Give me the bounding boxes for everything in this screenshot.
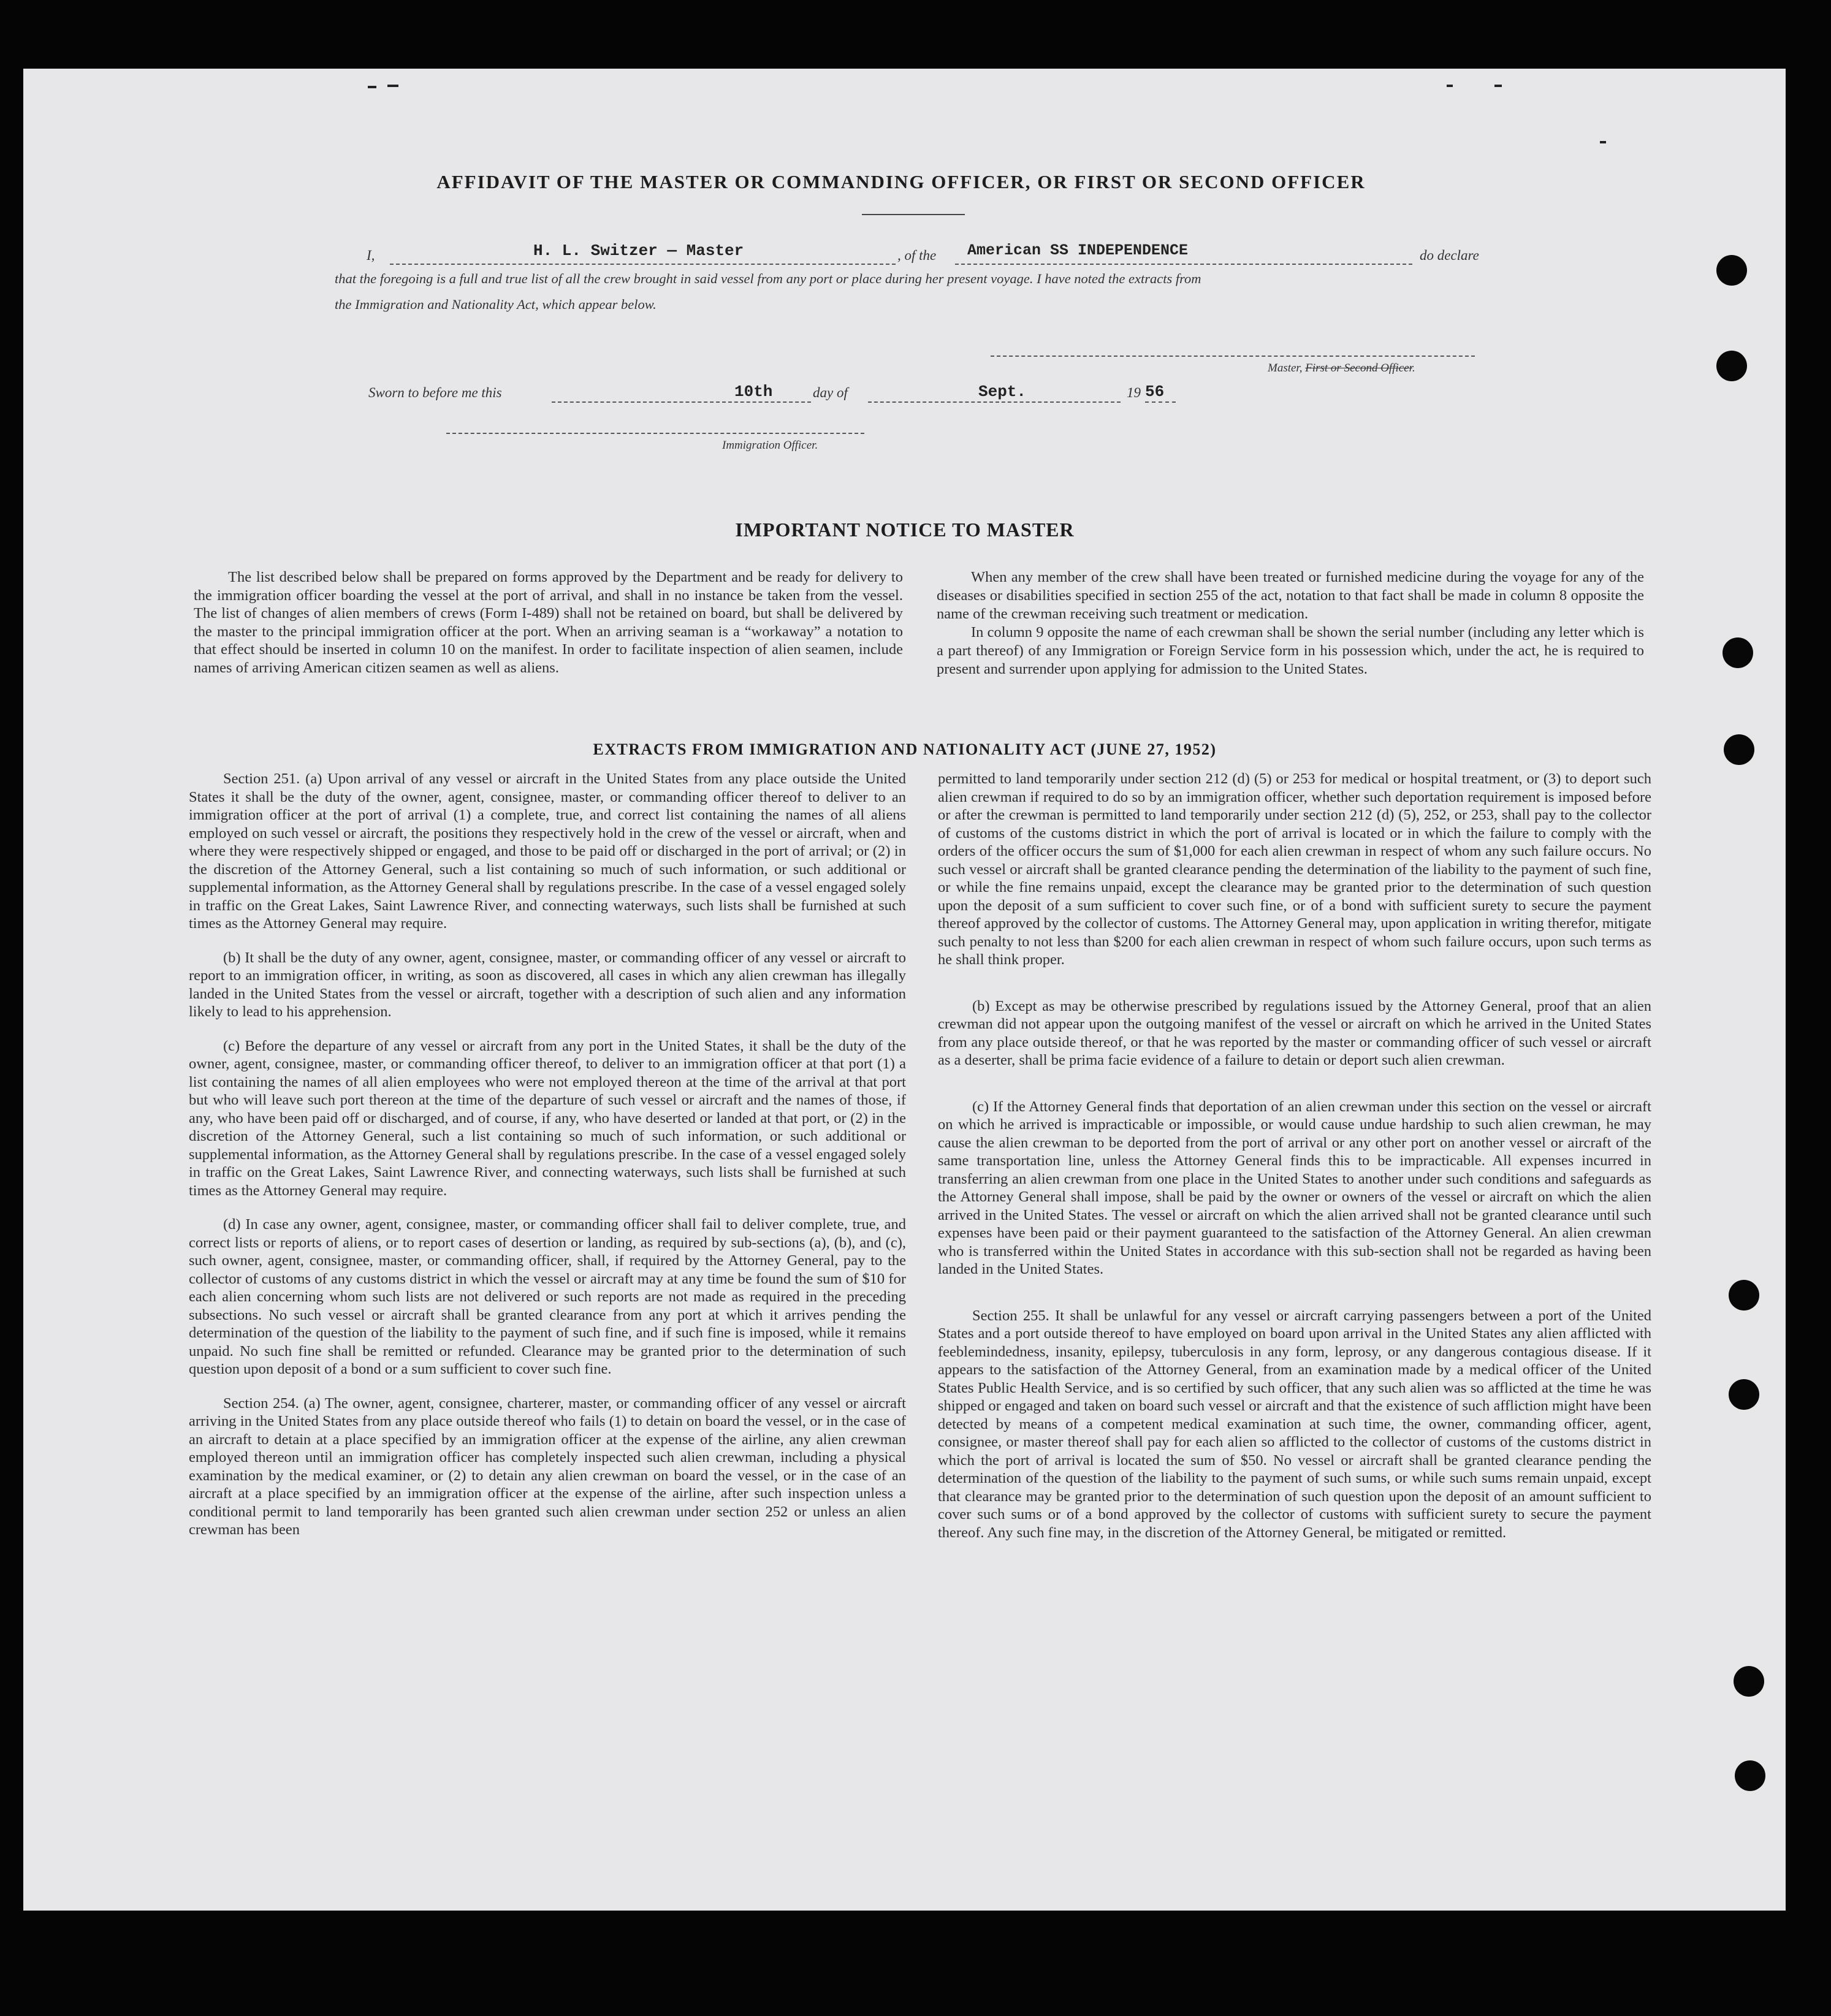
day-line bbox=[552, 401, 811, 403]
officer-label: Immigration Officer. bbox=[722, 439, 818, 452]
notice-left-column bbox=[194, 568, 903, 677]
binder-hole bbox=[1729, 1379, 1759, 1410]
name-line bbox=[390, 264, 896, 265]
document-page bbox=[23, 69, 1786, 1911]
scan-speck bbox=[1600, 141, 1606, 143]
notice-right-paragraph-2: In column 9 opposite the name of each crewman shall be shown the serial number (including any letter which is a part thereof) of any Immigration or Foreign Service form in his possession which, under the act, he is required to present and surrender upon applying for admission to the United States. bbox=[937, 624, 1644, 677]
section-254-b: (b) Except as may be otherwise prescribed by regulations issued by the Attorney General, proof that an alien crewman did not appear upon the outgoing manifest of the vessel or aircraft on which he arrived in the United States from any place outside thereof, or that he was reported by the master or commanding officer of such vessel or aircraft as a deserter, shall be prima facie evidence of a failure to detain or deport such alien crewman. bbox=[938, 997, 1651, 1068]
year-line bbox=[1145, 401, 1176, 403]
binder-hole bbox=[1724, 734, 1754, 765]
of-the-label: , of the bbox=[897, 248, 937, 263]
section-254-a-continued: permitted to land temporarily under section 212 (d) (5) or 253 for medical or hospital treatment, or (3) to deport such alien crewman if required to do so by an immigration officer, whether such deportation requirement is imposed before or after the crewman is permitted to land temporarily under section 212 (d) (5), 252, or 253, shall pay to the collector of customs of the customs district in which the port of arrival is located or in which the failure to comply with the orders of the officer occurs the sum of $1,000 for each alien crewman in respect of whom any such failure occurs. No such vessel or aircraft shall be granted clearance pending the determination of the liability to the payment of such fine, or while the fine remains unpaid, except the clearance may be granted prior to the determination of such question upon the deposit of a sum sufficient to cover such fine, or of a bond with sufficient surety to secure the payment thereof approved by the collector of customs. The Attorney General may, upon application in writing therefor, mitigate such penalty to not less than $200 for each alien crewman in respect of whom such failure occurs, upon such terms as he shall think proper. bbox=[938, 770, 1651, 968]
sworn-label: Sworn to before me this bbox=[368, 385, 502, 400]
binder-hole bbox=[1716, 351, 1747, 381]
master-name-field: H. L. Switzer — Master bbox=[533, 242, 744, 260]
section-251-d: (d) In case any owner, agent, consignee, master, or commanding officer shall fail to deliver complete, true, and correct lists or reports of aliens, or to report cases of desertion or landing, as required by sub-sections (a), (b), and (c), such owner, agent, consignee, master, or commanding officer, shall, if required by the Attorney General, pay to the collector of customs of any customs district in which the vessel or aircraft may at any time be found the sum of $10 for each alien concerning whom such lists are not delivered or such reports are not made as required in the preceding subsections. No such vessel or aircraft shall be granted clearance from any port at which it arrives pending the determination of the question of the liability to the payment of such fine, and if such fine is imposed, while it remains unpaid. No such fine shall be remitted or refunded. Clearance may be granted prior to the determination of such question upon deposit of a bond or a sum sufficient to cover such fine. bbox=[189, 1216, 906, 1377]
month-field: Sept. bbox=[978, 382, 1027, 401]
vessel-line bbox=[955, 264, 1412, 265]
scan-speck bbox=[1494, 85, 1502, 87]
section-251-c: (c) Before the departure of any vessel or aircraft from any port in the United States, it shall be the duty of the owner, agent, consignee, master, or commanding officer thereof, to deliver to an immigration officer at that port (1) a list containing the names of all alien employees who were not employed thereon at the time of the arrival at that port but who will leave such port thereon at the time of the departure of such vessel or aircraft and the names of those, if any, who have been paid off or discharged, and of course, if any, who have deserted or landed at that port, or (2) in the discretion of the Attorney General, such a list containing so much of such information, or such additional or supplemental information, as the Attorney General shall by regulations prescribe. In the case of a vessel engaged solely in traffic on the Great Lakes, Saint Lawrence River, and connecting waterways, such lists shall be furnished at such times as the Attorney General may require. bbox=[189, 1037, 906, 1199]
section-251-b: (b) It shall be the duty of any owner, agent, consignee, master, or commanding officer of any vessel or aircraft to report to an immigration officer, in writing, as soon as discovered, all cases in which any alien crewman has illegally landed in the United States from the vessel or aircraft, together with a description of such alien and any information likely to lead to his apprehension. bbox=[189, 949, 906, 1020]
signature-line bbox=[991, 356, 1475, 357]
officer-signature-line bbox=[446, 433, 864, 434]
title-rule bbox=[862, 214, 965, 215]
day-of-label: day of bbox=[813, 385, 848, 400]
affidavit-line-2: that the foregoing is a full and true list of all the crew brought in said vessel from any port or place during her present voyage. I have noted the extracts from bbox=[335, 271, 1201, 286]
section-254-c: (c) If the Attorney General finds that deportation of an alien crewman under this section on the vessel or aircraft on which he arrived is impracticable or impossible, or would cause undue hardship to such alien crewman, he may cause the alien crewman to be deported from the port of arrival or any other port on another vessel or aircraft of the same transportation line, unless the Attorney General finds this to be impracticable. All expenses incurred in transferring an alien crewman from one place in the United States to another under such conditions and safeguards as the Attorney General shall impose, shall be paid by the owner or owners of the vessel or aircraft on which the alien arrived in the United States. The vessel or aircraft on which the alien arrived shall not be granted clearance until such expenses have been paid or their payment guaranteed to the satisfaction of the Attorney General. An alien crewman who is transferred within the United States in accordance with this sub-section shall not be regarded as having been landed in the United States. bbox=[938, 1098, 1651, 1277]
do-declare-label: do declare bbox=[1420, 248, 1479, 263]
section-255: Section 255. It shall be unlawful for any vessel or aircraft carrying passengers between a port of the United States and a port outside thereof to have employed on board upon arrival in the United States any alien afflicted with feeblemindedness, insanity, epilepsy, tuberculosis in any form, leprosy, or any dangerous contagious disease. If it appears to the satisfaction of the Attorney General, from an examination made by a medical officer of the United States Public Health Service, and is so certified by such officer, that any such alien was so afflicted at the time he was shipped or engaged and taken on board such vessel or aircraft and that the existence of such affliction might have been detected by means of a competent medical examination at such time, the owner, commanding officer, agent, consignee, or master thereof shall pay for each alien so afflicted to the collector of customs of the customs district in which the port of arrival is located the sum of $50. No vessel or aircraft shall be granted clearance pending the determination of the question of the liability to the payment of such sums, or while such sums remain unpaid, except that clearance may be granted prior to the determination of such question upon the deposit of an amount sufficient to cover such sums or of a bond approved by the collector of customs with sufficient surety to secure the payment thereof. Any such fine may, in the discretion of the Attorney General, be mitigated or remitted. bbox=[938, 1307, 1651, 1541]
binder-hole bbox=[1734, 1666, 1764, 1697]
notice-right-paragraph-1: When any member of the crew shall have been treated or furnished medicine during the voyage for any of the diseases or disabilities specified in section 255 of the act, notation to that fact shall be made in column 8 opposite the name of the crewman receiving such treatment or medication. bbox=[937, 569, 1644, 622]
year-field: 56 bbox=[1145, 382, 1165, 401]
notice-title: IMPORTANT NOTICE TO MASTER bbox=[735, 519, 1075, 541]
notice-right-column bbox=[937, 568, 1644, 679]
struck-officer-text: First or Second Officer bbox=[1305, 362, 1412, 375]
vessel-name-field: American SS INDEPENDENCE bbox=[967, 242, 1189, 259]
extracts-right-column bbox=[938, 770, 1651, 1542]
section-254-a: Section 254. (a) The owner, agent, consignee, charterer, master, or commanding officer of any vessel or aircraft arriving in the United States from any place outside thereof who fails (1) to detain on board the vessel, or in the case of an aircraft to detain at a place specified by an immigration officer at the expense of the airline, any alien crewman employed thereon until an immigration officer has completely inspected such alien crewman, including a physical examination by the medical examiner, or (2) to detain any alien crewman on board the vessel, or in the case of an aircraft at a place specified by an immigration officer at the expense of the airline, after such inspection unless a conditional permit to land temporarily has been granted such alien crewman under section 252 or unless an alien crewman has been bbox=[189, 1394, 906, 1538]
affidavit-line-3: the Immigration and Nationality Act, which appear below. bbox=[335, 297, 657, 312]
binder-hole bbox=[1716, 255, 1747, 286]
binder-hole bbox=[1729, 1280, 1759, 1310]
binder-hole bbox=[1735, 1760, 1765, 1791]
scan-speck bbox=[387, 85, 398, 87]
day-field: 10th bbox=[734, 382, 773, 401]
scan-speck bbox=[368, 86, 376, 88]
extracts-title: EXTRACTS FROM IMMIGRATION AND NATIONALITY ACT (JUNE 27, 1952) bbox=[593, 740, 1217, 758]
affidavit-title: AFFIDAVIT OF THE MASTER OR COMMANDING OFFICER, OR FIRST OR SECOND OFFICER bbox=[436, 171, 1366, 192]
binder-hole bbox=[1723, 637, 1753, 668]
pronoun-label: I, bbox=[367, 248, 375, 263]
year-prefix-label: 19 bbox=[1127, 385, 1141, 400]
signature-label: Master, First or Second Officer. bbox=[1268, 362, 1415, 375]
extracts-left-column bbox=[189, 770, 906, 1539]
month-line bbox=[868, 401, 1121, 403]
section-251-a: Section 251. (a) Upon arrival of any vessel or aircraft in the United States from any place outside the United States it shall be the duty of the owner, agent, consignee, master, or commanding officer thereof to deliver to an immigration officer at the port of arrival (1) a complete, true, and correct list containing the names of all aliens employed on such vessel or aircraft, the positions they respectively hold in the crew of the vessel or aircraft, when and where they were respectively shipped or engaged, and those to be paid off or discharged in the port of arrival; or (2) in the discretion of the Attorney General, such a list containing so much of such information, or such additional or supplemental information, as the Attorney General shall by regulations prescribe. In the case of a vessel engaged solely in traffic on the Great Lakes, Saint Lawrence River, and connecting waterways, such lists shall be furnished at such times as the Attorney General may require. bbox=[189, 770, 906, 932]
notice-left-paragraph: The list described below shall be prepared on forms approved by the Department and be ready for delivery to the immigration officer boarding the vessel at the port of arrival, and shall in no instance be taken from the vessel. The list of changes of alien members of crews (Form I-489) shall not be retained on board, but shall be delivered by the master to the principal immigration officer at the port. When an arriving seaman is a “workaway” a notation to that effect should be inserted in column 10 on the manifest. In order to facilitate inspection of alien seamen, include names of arriving American citizen seamen as well as aliens. bbox=[194, 569, 903, 676]
scan-speck bbox=[1447, 85, 1453, 87]
